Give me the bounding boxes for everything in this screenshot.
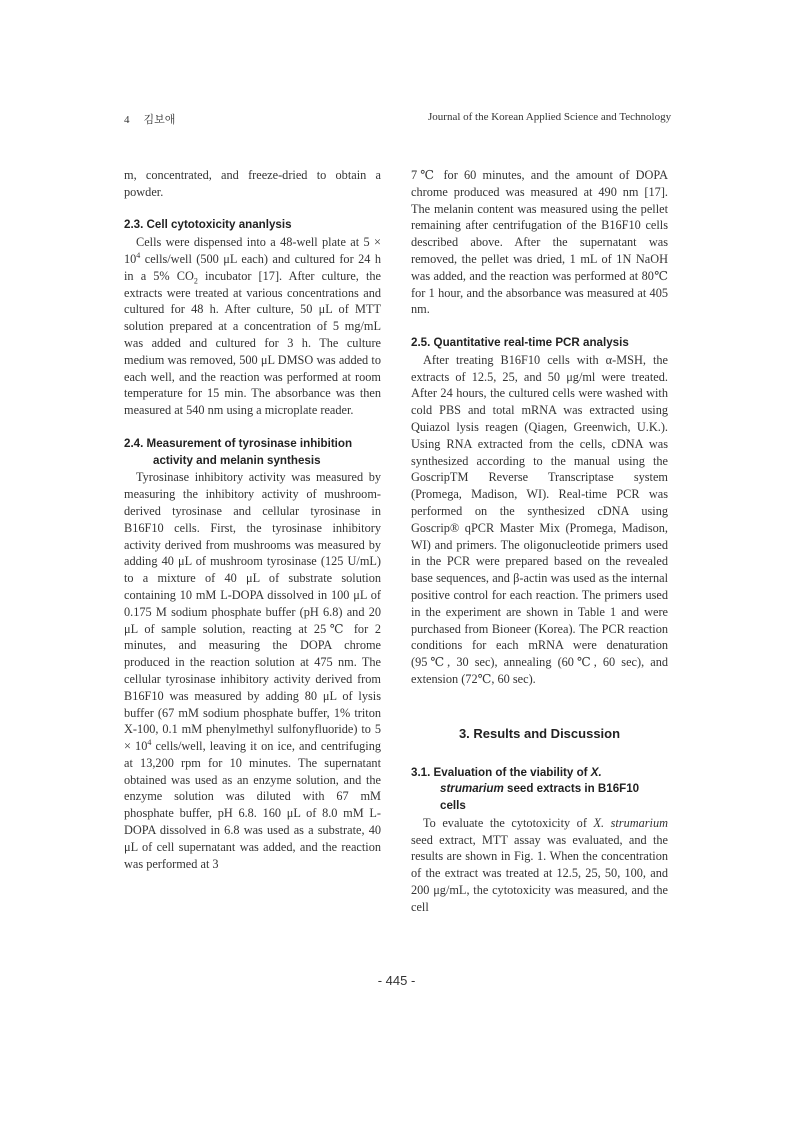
running-header-journal: Journal of the Korean Applied Science and Technology <box>428 111 672 123</box>
running-header-left <box>124 111 175 127</box>
paragraph-continued: m, concentrated, and freeze-dried to obtain a powder. <box>124 168 381 199</box>
paragraph-cell-cytotoxicity: Cells were dispensed into a 48-well plate at $5 \times 10^4$ cells/well (500 μL each) and cultured for 24 h in a 5% $CO_2$ incubator [17]. After culture, the extracts were treated at various concentrations and cultured for 48 h. After culture, 50 μL of MTT solution prepared at a concentration of 5 mg/mL was added and cultured for 3 h. The culture medium was removed, 500 μL DMSO was added to each well, and the reaction was performed at room temperature for 15 min. The absorbance was then measured at 540 nm using a microplate reader. <box>124 235 381 418</box>
paragraph-viability: To evaluate the cytotoxicity of X. strumarium seed extract, MTT assay was evaluated, and the results are shown in Fig. 1. When the concentration of the extract was treated at 12.5, 25, 50, 100, and 200 μg/mL, the cytotoxicity was measured, and the cell <box>411 815 669 914</box>
left-column <box>124 167 381 872</box>
section-heading-3-1: 3.1. Evaluation of the viability of X. strumarium seed extracts in B16F10 cells <box>411 765 640 813</box>
section-heading-2-5: 2.5. Quantitative real-time PCR analysis <box>411 335 629 349</box>
section-heading-2-4: 2.4. Measurement of tyrosinase inhibition activity and melanin synthesis <box>124 436 353 467</box>
section-title-3: 3. Results and Discussion <box>458 725 621 741</box>
right-column <box>411 167 668 916</box>
paragraph-melanin: 7℃ for 60 minutes, and the amount of DOPA chrome produced was measured at 490 nm [17]. The melanin content was measured using the pellet remaining after centrifugation of the B16F10 cells described above. After the supernatant was removed, the pellet was dried, 1 mL of 1N NaOH was added, and the reaction was performed at 80℃ for 1 hour, and the absorbance was measured at 405 nm. <box>411 168 668 317</box>
header-page-number: 4 <box>124 114 130 126</box>
section-heading-2-3: 2.3. Cell cytotoxicity ananlysis <box>124 218 292 232</box>
paragraph-pcr: After treating B16F10 cells with α-MSH, the extracts of 12.5, 25, and 50 μg/ml were treated. After 24 hours, the cultured cells were washed with cold PBS and total mRNA was extracted using Quiazol lysis reagen (Qiagen, Greenwich, U.K.). Using RNA extracted from the cells, cDNA was synthesized according to the manual using the GoscripTM Reverse Transcriptase system (Promega, Madison, WI). Real-time PCR was performed on the synthesized cDNA using Goscrip® qPCR Master Mix (Promega, Madison, WI) and primers. The oligonucleotide primers used in the PCR were prepared based on the revealed base sequences, and β-actin was used as the internal positive control for each reaction. The primers used in the experiment are shown in Table 1 and were purchased from Bioneer (Korea). The PCR reaction conditions for each mRNA were denaturation (95℃, 30 sec), annealing (60℃, 60 sec), and extension (72℃, 60 sec). <box>411 352 668 686</box>
header-author: 김보애 <box>143 114 176 126</box>
page-number: - 445 - <box>377 973 416 988</box>
paragraph-tyrosinase: Tyrosinase inhibitory activity was measured by measuring the inhibitory activity of mushroom-derived tyrosinase and cellular tyrosinase in B16F10 cells. First, the tyrosinase inhibitory activity derived from mushrooms was measured by adding 40 μL of mushroom tyrosinase (125 U/mL) to a mixture of 40 μL of substrate solution containing 10 mM L-DOPA dissolved in 100 μL of 0.175 M sodium phosphate buffer (pH 6.8) and 20 μL of sample solution, reacting at 25℃ for 2 minutes, and measuring the DOPA chrome produced in the reaction solution at 475 nm. The cellular tyrosinase inhibitory activity derived from B16F10 was measured by adding 80 μL of lysis buffer (67 mM sodium phosphate buffer, 1% triton X-100, 0.1 mM phenylmethyl sulfonyfluoride) to $5 \times 10^4$ cells/well, leaving it on ice, and centrifuging at 13,200 rpm for 10 minutes. The supernatant obtained was used as an enzyme solution, and the enzyme solution was diluted with 67 mM phosphate buffer, pH 6.8. 160 μL of 8.0 mM L-DOPA dissolved in 6.8 was used as a substrate, 40 μL of cell supernatant was added, and the reaction was performed at 3 <box>124 470 381 871</box>
